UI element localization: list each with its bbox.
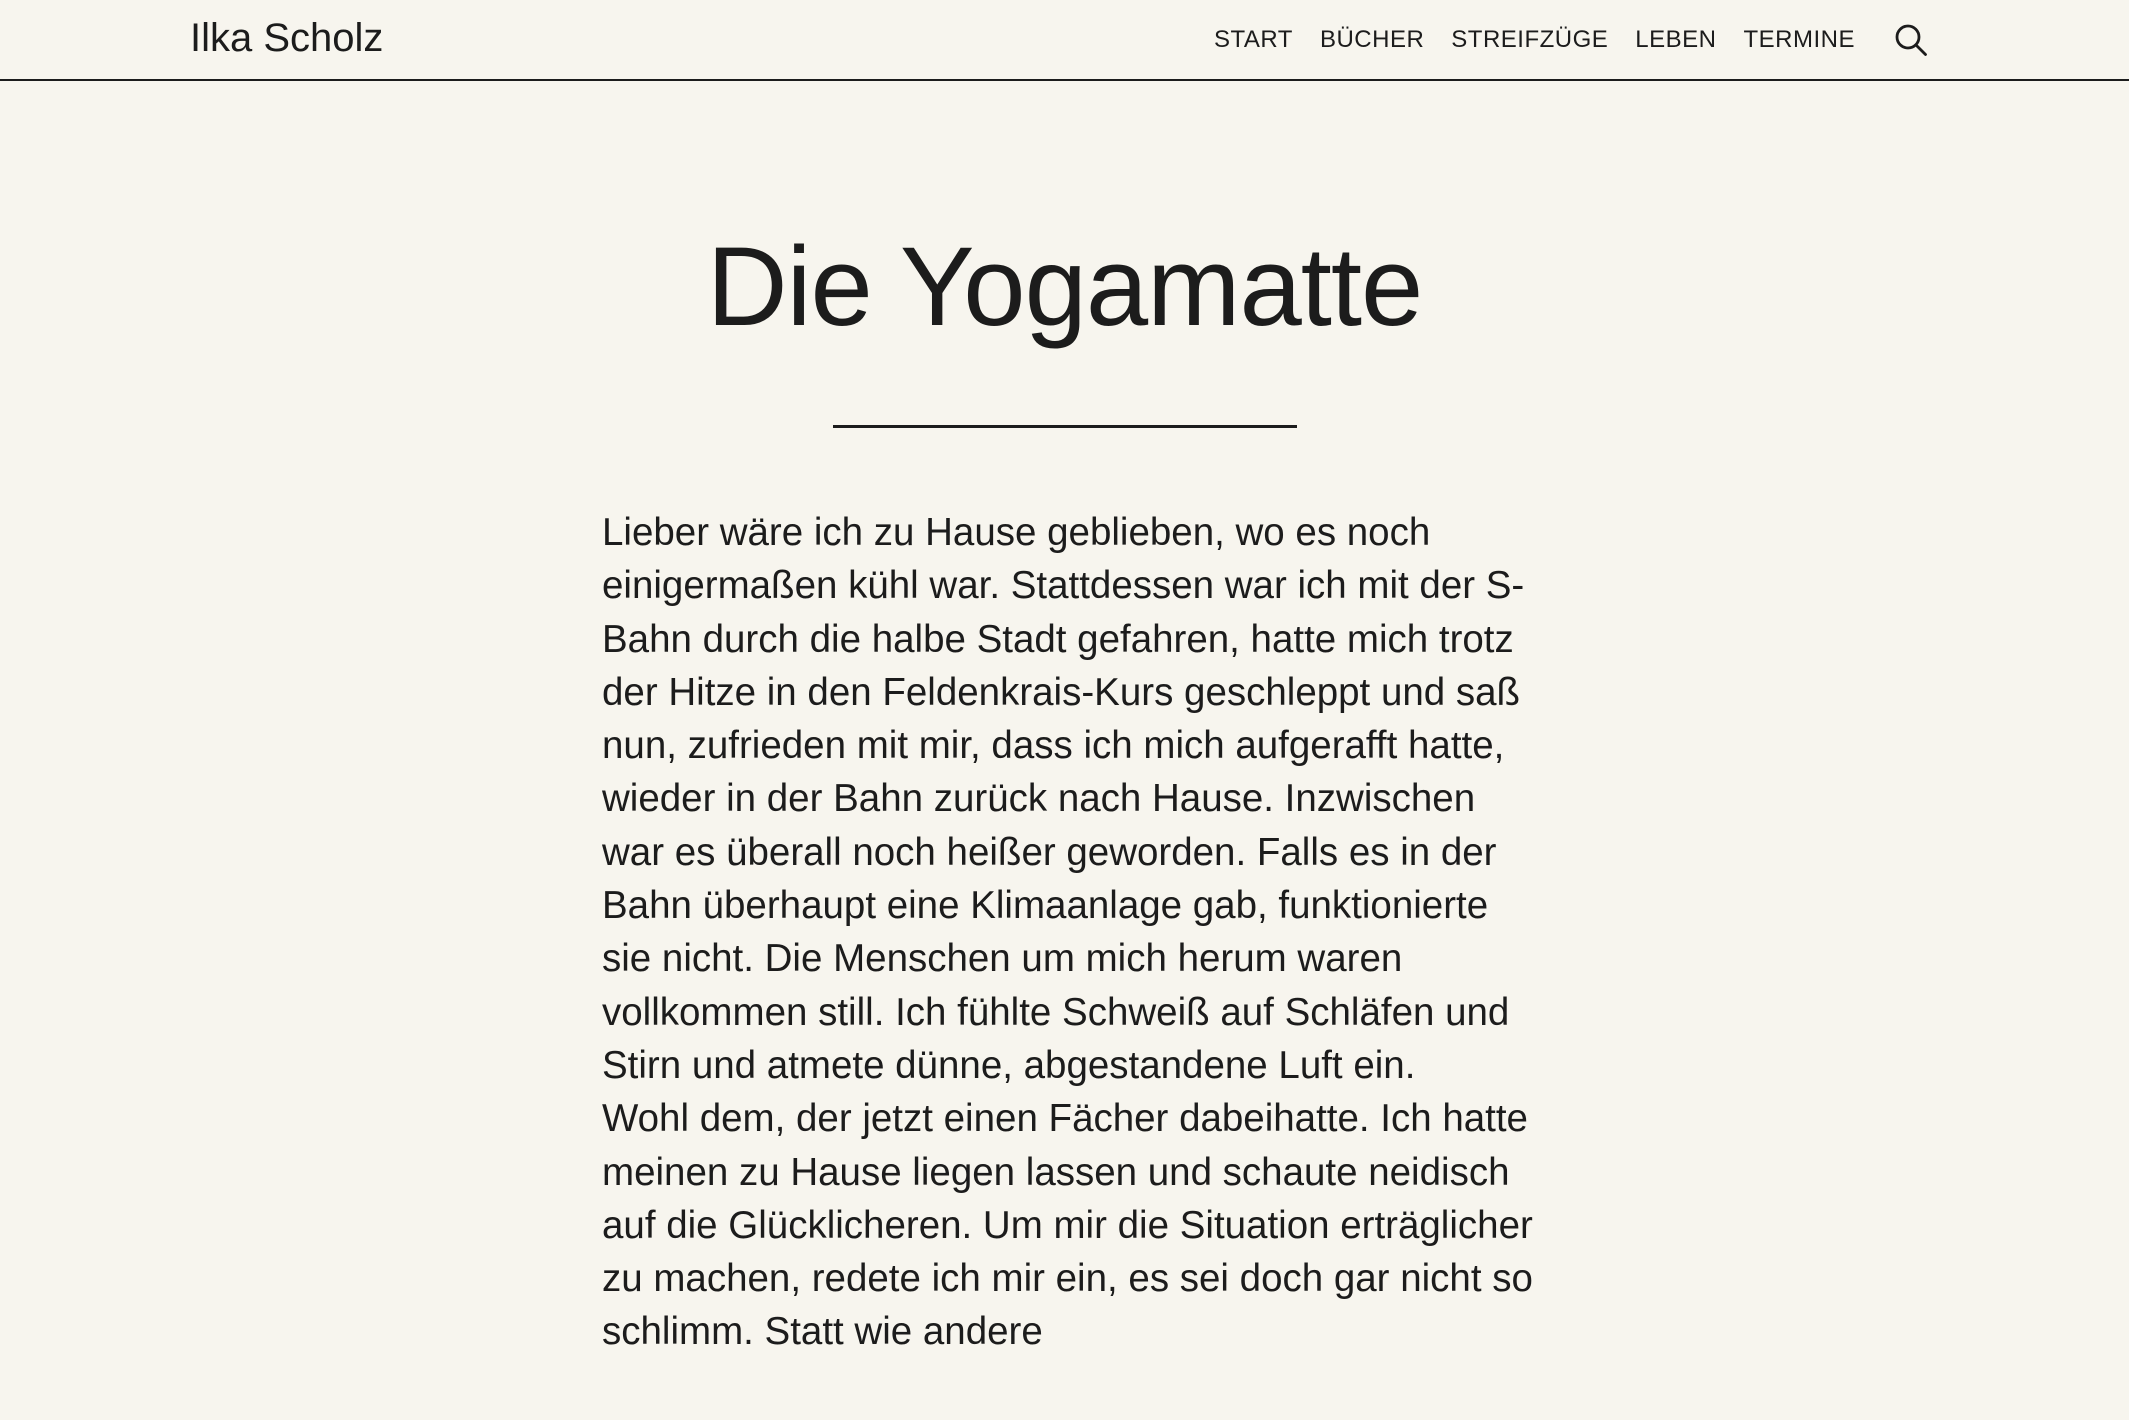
nav-item-termine[interactable]: TERMINE bbox=[1743, 25, 1855, 53]
site-header bbox=[0, 0, 2129, 81]
article-paragraph: Wohl dem, der jetzt einen Fächer dabeihatte. Ich hatte meinen zu Hause liegen lassen und schaute neidisch auf die Glücklicheren. Um mir die Situation erträglicher zu machen, redete ich mir ein, es sei doch gar nicht so schlimm. Statt wie andere bbox=[602, 1097, 1533, 1354]
nav-item-buecher[interactable]: BÜCHER bbox=[1319, 25, 1425, 53]
nav-item-streifzuege[interactable]: STREIFZÜGE bbox=[1451, 25, 1609, 53]
page-title: Die Yogamatte bbox=[706, 224, 1423, 349]
article-paragraph: Lieber wäre ich zu Hause geblieben, wo es noch einigermaßen kühl war. Stattdessen war ich mit der S-Bahn durch die halbe Stadt gefahren, hatte mich trotz der Hitze in den Feldenkrais-Kurs geschleppt und saß nun, zufrieden mit mir, dass ich mich aufgerafft hatte, wieder in der Bahn zurück nach Hause. Inzwischen war es überall noch heißer geworden. Falls es in der Bahn überhaupt eine Klimaanlage gab, funktionierte sie nicht. Die Menschen um mich herum waren vollkommen still. Ich fühlte Schweiß auf Schläfen und Stirn und atmete dünne, abgestandene Luft ein. bbox=[602, 511, 1525, 1087]
nav-item-leben[interactable]: LEBEN bbox=[1635, 25, 1717, 53]
site-title-link[interactable]: Ilka Scholz bbox=[190, 16, 384, 60]
nav-item-start[interactable]: START bbox=[1213, 25, 1293, 53]
main-nav bbox=[1214, 0, 2129, 79]
article-body bbox=[602, 506, 1542, 1359]
title-divider bbox=[833, 425, 1297, 428]
search-button[interactable] bbox=[1891, 20, 1931, 60]
search-icon bbox=[1894, 23, 1928, 57]
